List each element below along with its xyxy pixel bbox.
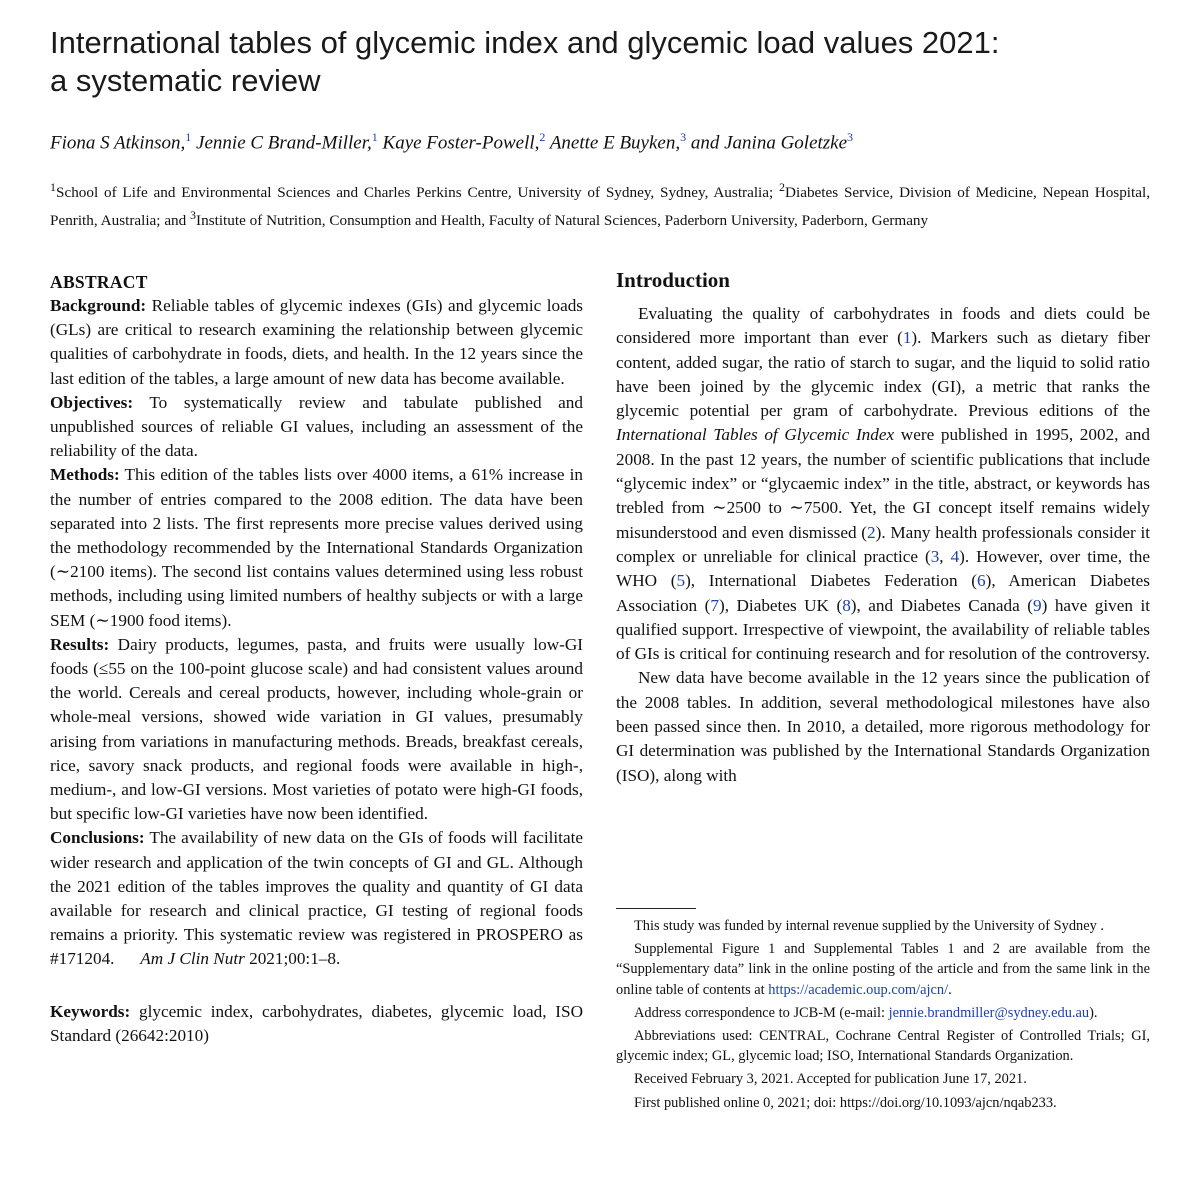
objectives-label: Objectives: — [50, 392, 134, 412]
text-run: ). — [1089, 1004, 1098, 1021]
reference-link[interactable]: 8 — [842, 595, 851, 615]
author-name: Fiona S Atkinson, — [50, 132, 186, 154]
affiliation-3: Institute of Nutrition, Consumption and Health, Faculty of Natural Sciences, Paderborn University, Paderborn, Germany — [196, 212, 929, 230]
intro-paragraph-1 — [616, 302, 1150, 666]
introduction-heading: Introduction — [616, 268, 730, 292]
author-affil-link[interactable]: 3 — [680, 130, 687, 144]
text-run: Evaluating the quality of carbohydrates in foods and diets could be considered more important than ever ( — [616, 304, 1150, 348]
reference-link[interactable]: 9 — [1033, 595, 1042, 615]
abstract-results — [50, 633, 583, 827]
keywords-text: glycemic index, carbohydrates, diabetes, glycemic load, ISO Standard (26642:2010) — [50, 1001, 583, 1045]
text-run: ). Many health professionals consider it complex or unreliable for clinical practice ( — [616, 522, 1150, 566]
abstract-methods — [50, 463, 583, 632]
affil-marker: 1 — [50, 180, 56, 194]
email-link[interactable]: jennie.brandmiller@sydney.edu.au — [888, 1004, 1090, 1021]
intro-paragraph-2: New data have become available in the 12 years since the publication of the 2008 tables. In addition, several methodological milestones have also been passed since then. In 2010, a detailed, more rigorous methodology for GI determination was published by the International Standards Organization (ISO), along with — [616, 668, 1150, 785]
author-list — [50, 124, 1160, 156]
abstract-objectives — [50, 391, 583, 464]
author-affil-link[interactable]: 1 — [185, 130, 192, 144]
italic-title: International Tables of Glycemic Index — [616, 425, 895, 445]
affiliation-1: School of Life and Environmental Sciences and Charles Perkins Centre, University of Sydney, Sydney, Australia; — [56, 184, 780, 202]
text-run: ), and Diabetes Canada ( — [850, 595, 1034, 615]
footnote-received: Received February 3, 2021. Accepted for publication June 17, 2021. — [634, 1071, 1027, 1088]
text-run: were published in 1995, 2002, and 2008. In the past 12 years, the number of scientific publications that include “glycemic index” or “glycaemic index” in the title, abstract, or keywords has trebled from ∼2500 to ∼7500. Yet, the GI concept itself remains widely misunderstood and even dismissed ( — [616, 425, 1150, 542]
citation-journal: Am J Clin Nutr — [140, 949, 245, 969]
footnote-published: First published online 0, 2021; doi: https://doi.org/10.1093/ajcn/nqab233. — [634, 1094, 1057, 1111]
author-name: Anette E Buyken, — [549, 132, 681, 154]
keywords-label: Keywords: — [50, 1001, 131, 1021]
text-run: ). However, over time, the WHO ( — [616, 546, 1150, 591]
citation-rest: 2021;00:1–8. — [244, 949, 341, 969]
author-affil-link[interactable]: 3 — [847, 130, 854, 144]
affiliations — [50, 176, 1150, 232]
text-run: ). Markers such as dietary fiber content, added sugar, the ratio of starch to sugar, and the liquid to solid ratio have been joined by the glycemic index (GI), a metric that ranks the glycemic potential per gram of carbohydrate. Previous editions of the — [616, 328, 1151, 421]
footnote-address — [616, 1003, 1150, 1023]
title-line-2: a systematic review — [50, 63, 321, 98]
objectives-text: To systematically review and tabulate published and unpublished sources of reliable GI values, including an assessment of the reliability of the data. — [50, 392, 583, 461]
background-label: Background: — [50, 296, 147, 315]
text-run: Address correspondence to JCB-M (e-mail: — [634, 1004, 889, 1021]
affil-marker: 3 — [190, 208, 197, 223]
author-affil-link[interactable]: 1 — [371, 130, 378, 144]
author-name: Jennie C Brand-Miller, — [196, 132, 372, 154]
author-name: Kaye Foster-Powell, — [382, 132, 540, 154]
reference-link[interactable]: 4 — [950, 546, 960, 566]
conclusions-label: Conclusions: — [50, 828, 145, 848]
background-text: Reliable tables of glycemic indexes (GIs) and glycemic loads (GLs) are critical to research examining the relationship between glycemic qualities of carbohydrate in foods, diets, and health. In the 12 years since the last edition of the tables, a large amount of new data has become available. — [50, 296, 583, 388]
text-run: ), Diabetes UK ( — [718, 595, 843, 615]
footnote-funding: This study was funded by internal revenue supplied by the University of Sydney . — [634, 918, 1105, 934]
conclusions-text: The availability of new data on the GIs of foods will facilitate wider research and application of the twin concepts of GI and GL. Although the 2021 edition of the tables improves the quality and quantity of GI data available for research and clinical practice, GI testing of regional foods remains a priority. This systematic review was registered in PROSPERO as #171204. — [50, 828, 583, 969]
reference-link[interactable]: 1 — [902, 328, 912, 348]
footnotes — [616, 916, 1150, 1116]
footnote-abbreviations: Abbreviations used: CENTRAL, Cochrane Central Register of Controlled Trials; GI, glycemic index; GL, glycemic load; ISO, International Standards Organization. — [616, 1028, 1150, 1065]
author-name: and Janina Goletzke — [690, 132, 848, 154]
abstract-heading: ABSTRACT — [50, 272, 148, 292]
text-run: Supplemental Figure 1 and Supplemental Tables 1 and 2 are available from the “Supplementary data” link in the online posting of the article and from the same link in the online table of contents at — [616, 941, 1150, 998]
abstract-conclusions — [50, 826, 583, 971]
reference-link[interactable]: 7 — [710, 595, 719, 615]
reference-link[interactable]: 3 — [930, 546, 940, 566]
introduction-section — [616, 266, 1150, 788]
footnote-divider — [616, 908, 696, 909]
abstract-keywords — [50, 1000, 583, 1048]
article-title — [50, 24, 1150, 100]
text-run: ), International Diabetes Federation ( — [685, 571, 978, 591]
reference-link[interactable]: 6 — [977, 571, 986, 591]
text-run: ), American Diabetes Association ( — [616, 571, 1150, 615]
results-label: Results: — [50, 634, 110, 654]
abstract-section — [50, 270, 583, 1048]
methods-text: This edition of the tables lists over 4000 items, a 61% increase in the number of entries compared to the 2008 edition. The data have been separated into 2 lists. The first represents more precise values derived using the methodology recommended by the International Standards Organization (∼2100 items). The second list contains values determined using less robust methods, including using limited numbers of healthy subjects or with a large SEM (∼1900 food items). — [50, 465, 583, 630]
methods-label: Methods: — [50, 465, 120, 485]
abstract-background — [50, 294, 583, 391]
text-run: , — [939, 546, 951, 566]
footnote-supplemental — [616, 939, 1150, 1000]
affil-marker: 2 — [779, 180, 786, 194]
title-line-1: International tables of glycemic index and glycemic load values 2021: — [50, 25, 1000, 60]
text-run: . — [948, 981, 952, 998]
reference-link[interactable]: 2 — [867, 522, 876, 542]
text-run: ) have given it qualified support. Irrespective of viewpoint, the availability of reliable tables of GIs is critical for continuing research and for resolution of the controversy. — [616, 595, 1151, 664]
supplemental-link[interactable]: https://academic.oup.com/ajcn/ — [768, 981, 949, 998]
reference-link[interactable]: 5 — [676, 571, 686, 591]
results-text: Dairy products, legumes, pasta, and fruits were usually low-GI foods (≤55 on the 100-point glucose scale) and had consistent values around the world. Cereals and cereal products, however, including whole-grain or whole-meal versions, showed wide variation in GI values, presumably arising from variations in manufacturing methods. Breads, breakfast cereals, rice, savory snack products, and regional foods were available in high-, medium-, and low-GI versions. Most varieties of potato were high-GI foods, but specific low-GI varieties have now been identified. — [50, 634, 583, 824]
affiliation-2: Diabetes Service, Division of Medicine, Nepean Hospital, Penrith, Australia; and — [50, 184, 1150, 230]
author-affil-link[interactable]: 2 — [539, 130, 546, 144]
